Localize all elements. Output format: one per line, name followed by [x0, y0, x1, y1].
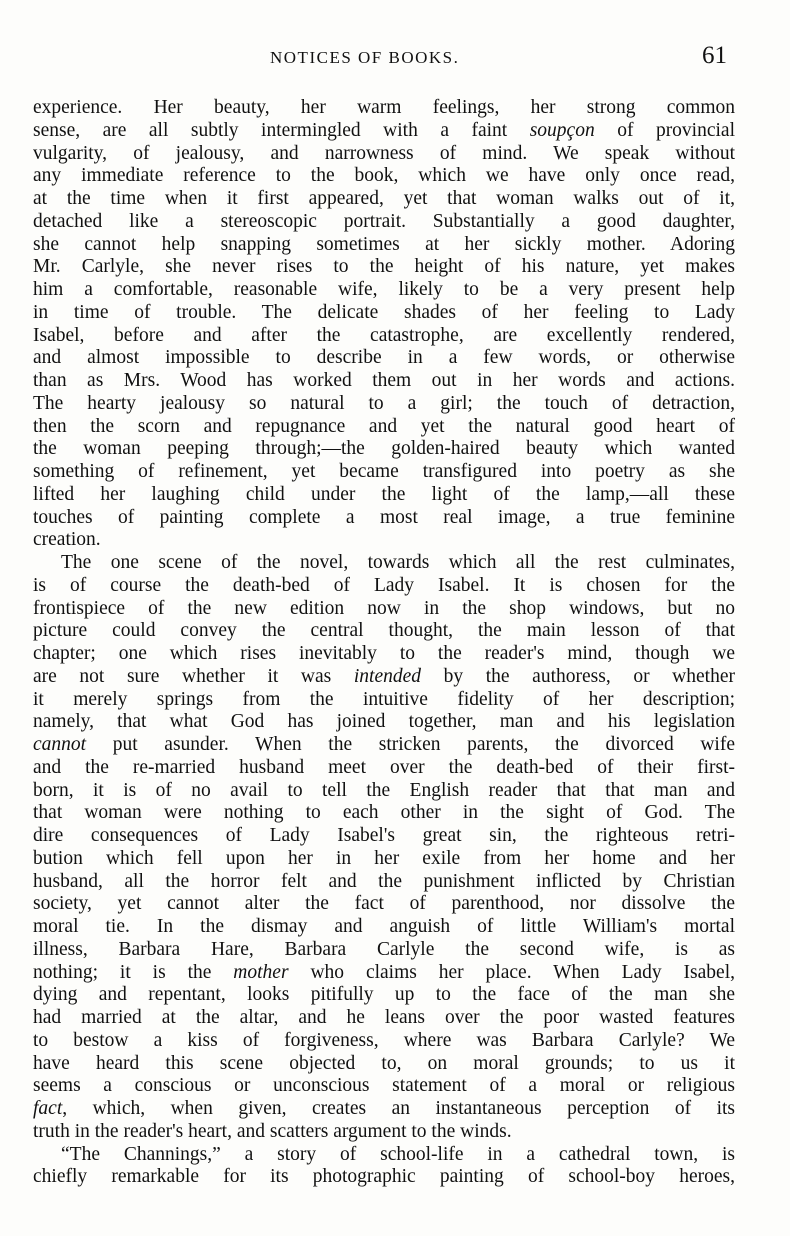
text-run: Mr. Carlyle, she never rises to the height of his nature, yet makes [33, 256, 735, 278]
text-run: dying and repentant, looks pitifully up to the face of the man she [33, 984, 735, 1006]
text-line [33, 165, 735, 188]
text-line [33, 1030, 735, 1053]
text-line [33, 1144, 735, 1167]
text-line [33, 1098, 735, 1121]
text-run: it merely springs from the intuitive fidelity of her description; [33, 688, 735, 710]
text-run: picture could convey the central thought, the main lesson of that [33, 620, 735, 642]
text-run: are not sure whether it was [33, 665, 354, 687]
text-run: in time of trouble. The delicate shades of her feeling to Lady [33, 301, 735, 323]
text-line [33, 552, 735, 575]
text-run: husband, all the horror felt and the punishment inflicted by Christian [33, 870, 735, 892]
text-line [33, 370, 735, 393]
text-line [33, 211, 735, 234]
text-run: “The Channings,” a story of school-life in a cathedral town, is [61, 1143, 735, 1165]
text-run: society, yet cannot alter the fact of parenthood, nor dissolve the [33, 893, 735, 915]
text-line [33, 325, 735, 348]
text-run: truth in the reader's heart, and scatters argument to the winds. [33, 1120, 512, 1142]
text-line [33, 393, 735, 416]
text-run: sense, are all subtly intermingled with a faint [33, 119, 530, 141]
running-title: NOTICES OF BOOKS. [270, 48, 460, 67]
text-line [33, 848, 735, 871]
text-line [33, 234, 735, 257]
text-line [33, 575, 735, 598]
text-run: The hearty jealousy so natural to a girl; the touch of detraction, [33, 392, 735, 414]
text-line [33, 1166, 735, 1189]
text-run: than as Mrs. Wood has worked them out in her words and actions. [33, 370, 735, 391]
text-line [33, 484, 735, 507]
text-run: chapter; one which rises inevitably to the reader's mind, though we [33, 643, 735, 664]
text-run: the woman peeping through;—the golden-haired beauty which wanted [33, 438, 735, 460]
text-run: illness, Barbara Hare, Barbara Carlyle the second wife, is as [33, 938, 735, 960]
text-run: had married at the altar, and he leans over the poor wasted features [33, 1007, 735, 1028]
text-run: and the re-married husband meet over the death-bed of their first- [33, 756, 735, 778]
text-run: have heard this scene objected to, on moral grounds; to us it [33, 1052, 735, 1074]
text-run: and almost impossible to describe in a few words, or otherwise [33, 347, 735, 369]
text-run: bution which fell upon her in her exile from her home and her [33, 847, 735, 869]
text-line [33, 984, 735, 1007]
text-run: detached like a stereoscopic portrait. Substantially a good daughter, [33, 210, 735, 232]
text-line [33, 689, 735, 712]
italic-text: intended [353, 665, 422, 687]
body-text [33, 97, 735, 1189]
text-line [33, 711, 735, 734]
text-run: to bestow a kiss of forgiveness, where was Barbara Carlyle? We [33, 1029, 735, 1051]
text-run: at the time when it first appeared, yet that woman walks out of it, [33, 188, 735, 209]
text-line [33, 1007, 735, 1030]
text-line [33, 143, 735, 166]
text-line [33, 802, 735, 825]
running-head [0, 42, 790, 78]
text-run: frontispiece of the new edition now in the shop windows, but no [33, 597, 735, 619]
text-run: lifted her laughing child under the light of the lamp,—all these [33, 483, 735, 505]
text-run: something of refinement, yet became transfigured into poetry as she [33, 461, 735, 482]
text-run: experience. Her beauty, her warm feelings, her strong common [33, 97, 735, 118]
text-line [33, 438, 735, 461]
italic-text: fact [33, 1098, 63, 1119]
text-line [33, 939, 735, 962]
text-line [33, 666, 735, 689]
text-run: nothing; it is the [33, 961, 234, 983]
text-run: The one scene of the novel, towards which all the rest culminates, [61, 552, 735, 573]
text-run: vulgarity, of jealousy, and narrowness of mind. We speak without [33, 142, 735, 164]
text-line [33, 461, 735, 484]
text-line [33, 757, 735, 780]
text-line [33, 279, 735, 302]
text-line [33, 780, 735, 803]
text-line [33, 871, 735, 894]
text-run: creation. [33, 529, 101, 551]
text-run: who claims her place. When Lady Isabel, [288, 961, 735, 983]
text-line [33, 1053, 735, 1076]
text-run: born, it is of no avail to tell the English reader that that man and [33, 779, 735, 801]
text-line [33, 188, 735, 211]
page-number: 61 [702, 42, 727, 69]
text-line [33, 825, 735, 848]
text-run: Isabel, before and after the catastrophe, are excellently rendered, [33, 324, 735, 346]
italic-text: cannot [33, 734, 87, 755]
text-run: any immediate reference to the book, which we have only once read, [33, 165, 735, 187]
italic-text: soupçon [529, 119, 595, 141]
text-run: put asunder. When the stricken parents, the divorced wife [86, 734, 735, 755]
text-run: by the authoress, or whether [421, 665, 735, 687]
text-run: seems a conscious or unconscious statement of a moral or religious [33, 1075, 735, 1097]
text-run: is of course the death-bed of Lady Isabel. It is chosen for the [33, 574, 735, 596]
text-line [33, 416, 735, 439]
text-run: she cannot help snapping sometimes at her sickly mother. Adoring [33, 233, 735, 255]
text-run: namely, that what God has joined together, man and his legislation [33, 711, 735, 733]
text-run: moral tie. In the dismay and anguish of little William's mortal [33, 916, 735, 937]
text-run: him a comfortable, reasonable wife, likely to be a very present help [33, 279, 735, 300]
italic-text: mother [233, 961, 289, 983]
text-line [33, 620, 735, 643]
text-run: touches of painting complete a most real image, a true feminine [33, 506, 735, 528]
text-line [33, 893, 735, 916]
text-line [33, 598, 735, 621]
text-line [33, 529, 735, 552]
text-line [33, 1075, 735, 1098]
text-run: , which, when given, creates an instantaneous perception of its [62, 1098, 735, 1119]
text-run: that woman were nothing to each other in the sight of God. The [33, 802, 735, 824]
text-run: of provincial [594, 119, 735, 141]
text-run: dire consequences of Lady Isabel's great sin, the righteous retri- [33, 825, 735, 846]
text-line [33, 302, 735, 325]
text-run: then the scorn and repugnance and yet the natural good heart of [33, 415, 735, 437]
text-line [33, 256, 735, 279]
text-line [33, 734, 735, 757]
text-line [33, 120, 735, 143]
text-line [33, 643, 735, 666]
text-line [33, 962, 735, 985]
text-line [33, 347, 735, 370]
text-line [33, 97, 735, 120]
text-line [33, 507, 735, 530]
text-run: chiefly remarkable for its photographic painting of school-boy heroes, [33, 1166, 735, 1188]
text-line [33, 1121, 735, 1144]
text-line [33, 916, 735, 939]
